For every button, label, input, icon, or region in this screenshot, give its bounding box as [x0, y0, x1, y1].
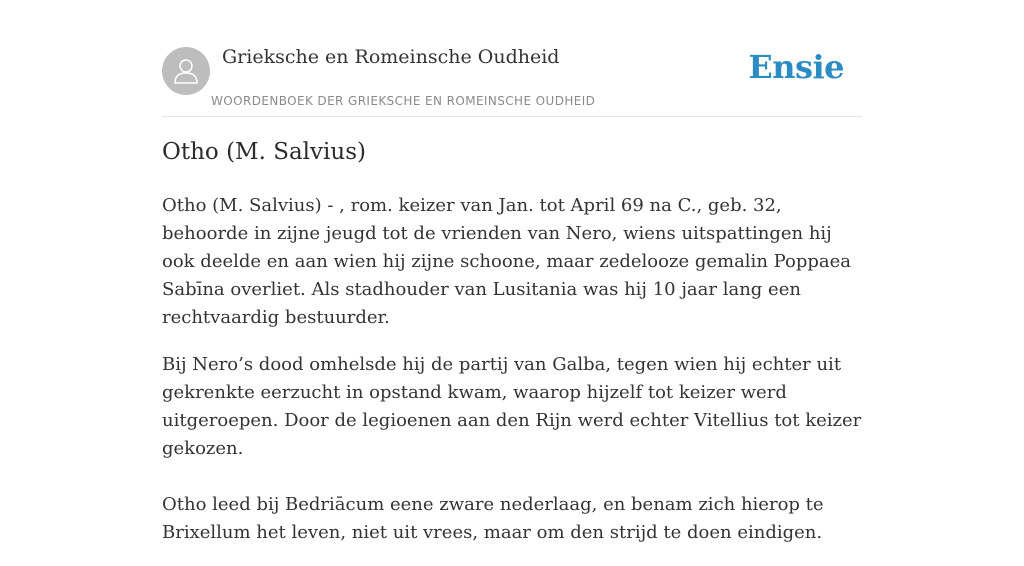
- entry-paragraph: Bij Nero’s dood omhelsde hij de partij van Galba, tegen wien hij echter uit gekrenkte eerzucht in opstand kwam, waarop hijzelf tot keizer werd uitgeroepen. Door de legioenen aan den Rijn werd echter Vitellius tot keizer gekozen.: [162, 354, 862, 459]
- entry-title: Otho (M. Salvius): [162, 139, 366, 165]
- entry-paragraph: Otho leed bij Bedriācum eene zware nederlaag, en benam zich hierop te Brixellum het leven, niet uit vrees, maar om den strijd te doen eindigen.: [162, 494, 824, 543]
- brand-logo-link[interactable]: Ensie: [748, 48, 844, 86]
- entry-paragraph: Otho (M. Salvius) - , rom. keizer van Jan. tot April 69 na C., geb. 32, behoorde in zijne jeugd tot de vrienden van Nero, wiens uitspattingen hij ook deelde en aan wien hij zijne schoone, maar zedelooze gemalin Poppaea Sabīna overliet. Als stadhouder van Lusitania was hij 10 jaar lang een rechtvaardig bestuurder.: [162, 195, 852, 328]
- source-title-link[interactable]: Grieksche en Romeinsche Oudheid: [222, 46, 560, 68]
- page-header: [162, 40, 862, 117]
- source-subtitle: WOORDENBOEK DER GRIEKSCHE EN ROMEINSCHE OUDHEID: [211, 94, 596, 108]
- entry-body: [162, 192, 862, 566]
- user-icon: [171, 56, 201, 86]
- avatar[interactable]: [162, 47, 210, 95]
